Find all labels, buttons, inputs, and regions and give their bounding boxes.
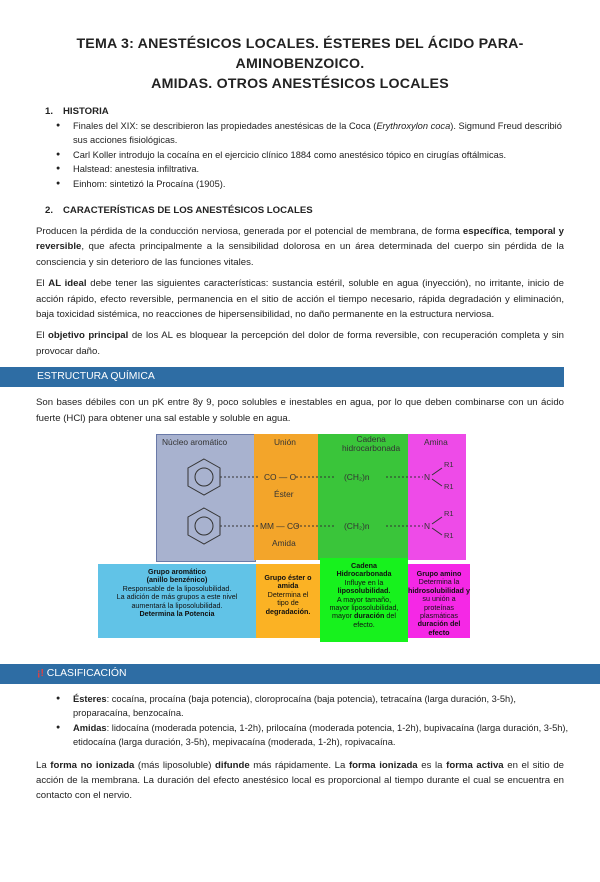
chain-formula: (CH₂)n: [344, 472, 370, 482]
benzene-circle: [195, 517, 213, 535]
italic-text: Erythroxylon coca: [376, 121, 451, 131]
list-item: [56, 162, 570, 176]
band-label: CLASIFICACIÓN: [43, 668, 127, 679]
chain-formula: (CH₂)n: [344, 521, 370, 531]
text: Halstead: anestesia infiltrativa.: [73, 164, 200, 175]
section-number: 2.: [45, 205, 54, 217]
column-head-amine: Amina: [424, 437, 448, 447]
page: [0, 34, 600, 802]
clasificacion-list: [0, 692, 600, 750]
section-band-estructura: [0, 367, 564, 387]
text: Einhom: sintetizó la Procaína (1905).: [73, 178, 226, 189]
caption-union: Grupo éster o amida Determina el tipo de degradación.: [256, 564, 320, 638]
list-item: [56, 119, 570, 148]
clasificacion-body: [0, 690, 600, 804]
text: Carl Koller introdujo la cocaína en el ejercicio clínico 1884 como anestésico tópico en cirugías oftálmicas.: [73, 149, 507, 160]
amide-bond: MM — CO: [260, 521, 300, 531]
text: ). Sigmund Freud describió sus acciones fisiológicas.: [73, 121, 562, 146]
benzene-circle: [195, 468, 213, 486]
r1-label: R1: [444, 482, 454, 491]
paragraph-ionizacion: La forma no ionizada (más liposoluble) difunde más rápidamente. La forma ionizada es la forma activa en el sitio de acción de la membrana. La duración del efecto anestésico local es proporcional al tiempo durante el cual se encuentra en contacto con el nervio.: [36, 759, 564, 802]
r1-label: R1: [444, 460, 454, 469]
paragraph-objetivo: El objetivo principal de los AL es bloquear la percepción del dolor de forma reversible, con recuperación completa y sin provocar daño.: [36, 330, 564, 357]
section-title: CARACTERÍSTICAS DE LOS ANESTÉSICOS LOCALES: [63, 205, 313, 217]
alert-icon: ¡!: [37, 668, 44, 679]
nitrogen: N: [424, 521, 431, 531]
column-head-chain: Cadena hidrocarbonada: [342, 434, 401, 453]
ester-label: Éster: [274, 489, 294, 499]
paragraph-estructura: Son bases débiles con un pK entre 8y 9, poco solubles e inestables en agua, por lo que deben combinarse con un ácido fuerte (HCl) para obtener una sal estable y soluble en agua.: [36, 397, 564, 424]
r1-label: R1: [444, 509, 454, 518]
section-heading-caracteristicas: [45, 205, 600, 216]
list-item: [56, 148, 570, 162]
column-head-union: Unión: [274, 437, 296, 447]
bond-line: [432, 517, 442, 524]
bond-line: [432, 479, 442, 486]
structure-svg: [98, 434, 516, 564]
page-title: [20, 34, 580, 94]
r1-label: R1: [444, 531, 454, 540]
caption-chain: Cadena Hidrocarbonada Influye en la liposolubilidad. A mayor tamaño, mayor liposolubilidad, mayor duración del efecto.: [320, 558, 408, 642]
caption-aromatic: Grupo aromático (anillo benzénico) Responsable de la liposolubilidad. La adición de más grupos a este nivel aumentará la liposolubilidad. Determina la Potencia: [98, 564, 256, 638]
title-line-1: TEMA 3: ANESTÉSICOS LOCALES. ÉSTERES DEL ÁCIDO PARA-AMINOBENZOICO.: [76, 36, 524, 72]
nitrogen: N: [424, 472, 431, 482]
band-label: ESTRUCTURA QUÍMICA: [37, 371, 155, 383]
section-number: 1.: [45, 106, 54, 117]
list-item-esteres: ● Ésteres: cocaína, procaína (baja potencia), cloroprocaína (baja potencia), tetracaína (larga duración, 3-5h), proparacaína, benzocaína.: [56, 692, 570, 721]
column-head-aromatic: Núcleo aromático: [162, 437, 228, 447]
historia-list: [0, 119, 600, 191]
bond-line: [432, 528, 442, 535]
amide-label: Amida: [272, 538, 296, 548]
ester-bond: CO — O: [264, 472, 297, 482]
list-item: [56, 177, 570, 191]
section-title: HISTORIA: [63, 106, 109, 117]
section-heading-historia: [45, 106, 600, 117]
title-line-2: AMIDAS. OTROS ANESTÉSICOS LOCALES: [151, 76, 449, 92]
paragraph-definicion: Producen la pérdida de la conducción nerviosa, generada por el potencial de membrana, de forma específica, temporal y reversible, que afecta principalmente a la sensibilidad dolorosa en un área determinada del cuerpo sin pérdida de la consciencia y sin deterioro de las funciones vitales.: [36, 226, 564, 268]
section-band-clasificacion: [0, 664, 600, 684]
text: Finales del XIX: se describieron las propiedades anestésicas de la Coca (: [73, 121, 377, 131]
benzene-ring-icon: [188, 459, 220, 495]
caption-amine: Grupo amino Determina la hidrosolubilidad y su unión a proteínas plasmáticas duración del efecto: [408, 564, 470, 638]
paragraph-al-ideal: El AL ideal debe tener las siguientes características: sustancia estéril, soluble en agua (inyección), no irritante, inicio de acción rápido, efecto reversible, permanencia en el sitio de acción el tiempo necesario, rápida degradación y eliminación, baja toxicidad sistémica, no reacciones de hipersensibilidad, no daño permanente en la estructura nerviosa.: [36, 278, 564, 321]
bond-line: [432, 468, 442, 475]
benzene-ring-icon: [188, 508, 220, 544]
chemical-structure-diagram: [98, 434, 516, 642]
list-item-amidas: ● Amidas: lidocaína (moderada potencia, 1-2h), prilocaína (moderada potencia, 1-2h), bupivacaína (larga duración, 3-5h), etidocaína (larga duración, 3-5h), mepivacaína (moderada, 1-2h), ropivacaína.: [56, 721, 570, 750]
